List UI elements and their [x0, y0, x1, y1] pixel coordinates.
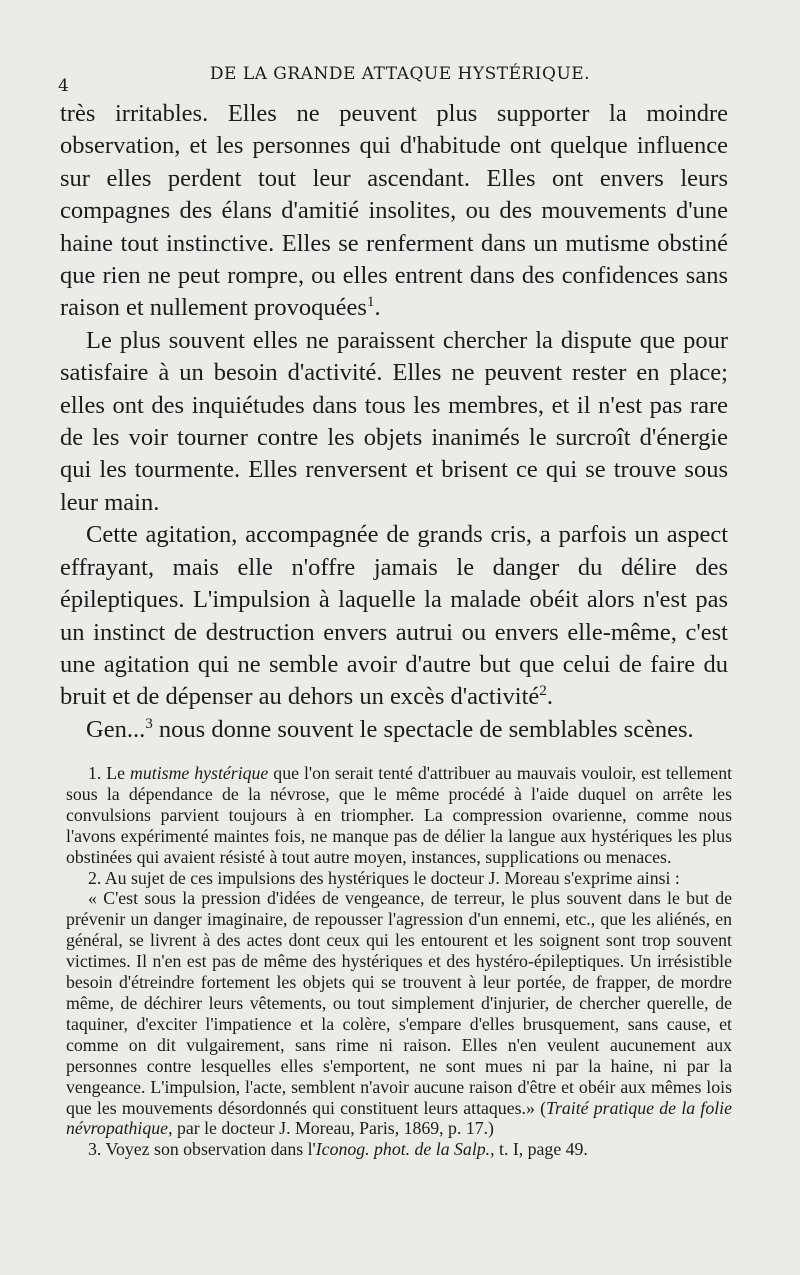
footnote-1-italic: mutisme hystérique: [130, 763, 269, 783]
footnote-2-citation-title: Traité pratique de la folie névropathique: [66, 1097, 732, 1139]
footnote-2-quote-text: « C'est sous la pression d'idées de vengeance, de terreur, le plus souvent dans le but de prévenir un danger imaginaire, de repousser l'agression d'un ennemi, etc., que les aliénés, en général, se livrent à des actes dont ceux qui les entourent et les soignent sont trop souvent victimes. Il n'en est pas de même des hystériques et des hystéro-épileptiques. Un irrésistible besoin d'étreindre fortement les objets qui se trouvent à leur portée, de frapper, de mordre même, de déchirer leurs vêtements, ou tout simplement d'injurier, de chercher querelle, de taquiner, d'exciter l'impatience et la colère, s'empare d'elles brusquement, sans cause, et comme on dit vulgairement, sans rime ni raison. Elles n'en veulent aucunement aux personnes contre lesquelles elles s'emportent, ne sont mues ni par la haine, ni par la vengeance. L'impulsion, l'acte, semblent n'avoir aucune raison d'être et obéir aux mêmes lois que les mouvements désordonnés qui constituent leurs attaques.» (: [66, 888, 732, 1118]
footnotes: [66, 763, 732, 1160]
footnote-1-number: 1. Le: [88, 763, 131, 783]
footnote-3-start: 3. Voyez son observation dans l': [88, 1139, 316, 1160]
paragraph-3: [60, 519, 728, 713]
footnote-2: 2. Au sujet de ces impulsions des hystériques le docteur J. Moreau s'exprime ainsi :: [88, 867, 680, 888]
paragraph-4-rest: nous donne souvent le spectacle de semblables scènes.: [152, 715, 694, 743]
footnote-3-italic: Iconog. phot. de la Salp.: [315, 1139, 491, 1160]
footnote-3: [66, 1139, 732, 1160]
footnote-2-quote: [66, 888, 732, 1139]
footnote-ref-3[interactable]: 3: [145, 714, 153, 732]
footnote-1: [66, 763, 732, 868]
paragraph-2: Le plus souvent elles ne paraissent chercher la dispute que pour satisfaire à un besoin d'activité. Elles ne peuvent rester en place; elles ont des inquiétudes dans tous les membres, et il n'est pas rare de les voir tourner contre les objets inanimés le surcroît d'énergie qui les tourmente. Elles renversent et brisent ce qui se trouve sous leur main.: [60, 326, 728, 516]
paragraph-1-end: .: [374, 294, 381, 322]
footnote-1-text: que l'on serait tenté d'attribuer au mauvais vouloir, est tellement sous la dépendance de la névrose, que le même procédé à l'aide duquel on arrête les convulsions parvient toujours à en triompher. La compression ovarienne, comme nous l'avons expérimenté maintes fois, ne manque pas de délier la langue aux hystériques les plus obstinées qui avaient résisté à tout autre moyen, instances, supplications ou menaces.: [66, 763, 733, 867]
paragraph-4: [60, 714, 728, 746]
footnote-ref-2[interactable]: 2: [539, 682, 547, 700]
footnote-ref-1[interactable]: 1: [366, 293, 375, 311]
main-text: [60, 98, 728, 746]
paragraph-4-start: Gen...: [86, 715, 146, 743]
paragraph-3-end: .: [546, 683, 553, 711]
page-number: 4: [58, 76, 69, 96]
paragraph-1-text: très irritables. Elles ne peuvent plus supporter la moindre observation, et les personnes qui d'habitude ont quelque influence sur elles perdent tout leur ascendant. Elles ont envers leurs compagnes des élans d'amitié insolites, ou des mouvements d'une haine tout instinctive. Elles se renferment dans un mutisme obstiné que rien ne peut rompre, ou elles entrent dans des confidences sans raison et nullement provoquées: [60, 100, 728, 322]
footnote-3-end: , t. I, page 49.: [490, 1139, 588, 1160]
running-title: DE LA GRANDE ATTAQUE HYSTÉRIQUE.: [209, 64, 591, 84]
paragraph-3-text: Cette agitation, accompagnée de grands cris, a parfois un aspect effrayant, mais elle n'offre jamais le danger du délire des épileptiques. L'impulsion à laquelle la malade obéit alors n'est pas un instinct de destruction envers autrui ou envers elle-même, c'est une agitation qui ne semble avoir d'autre but que celui de faire du bruit et de dépenser au dehors un excès d'activité: [60, 521, 728, 711]
footnote-2-citation-rest: , par le docteur J. Moreau, Paris, 1869, p. 17.): [168, 1118, 494, 1139]
paragraph-1: [60, 98, 728, 325]
